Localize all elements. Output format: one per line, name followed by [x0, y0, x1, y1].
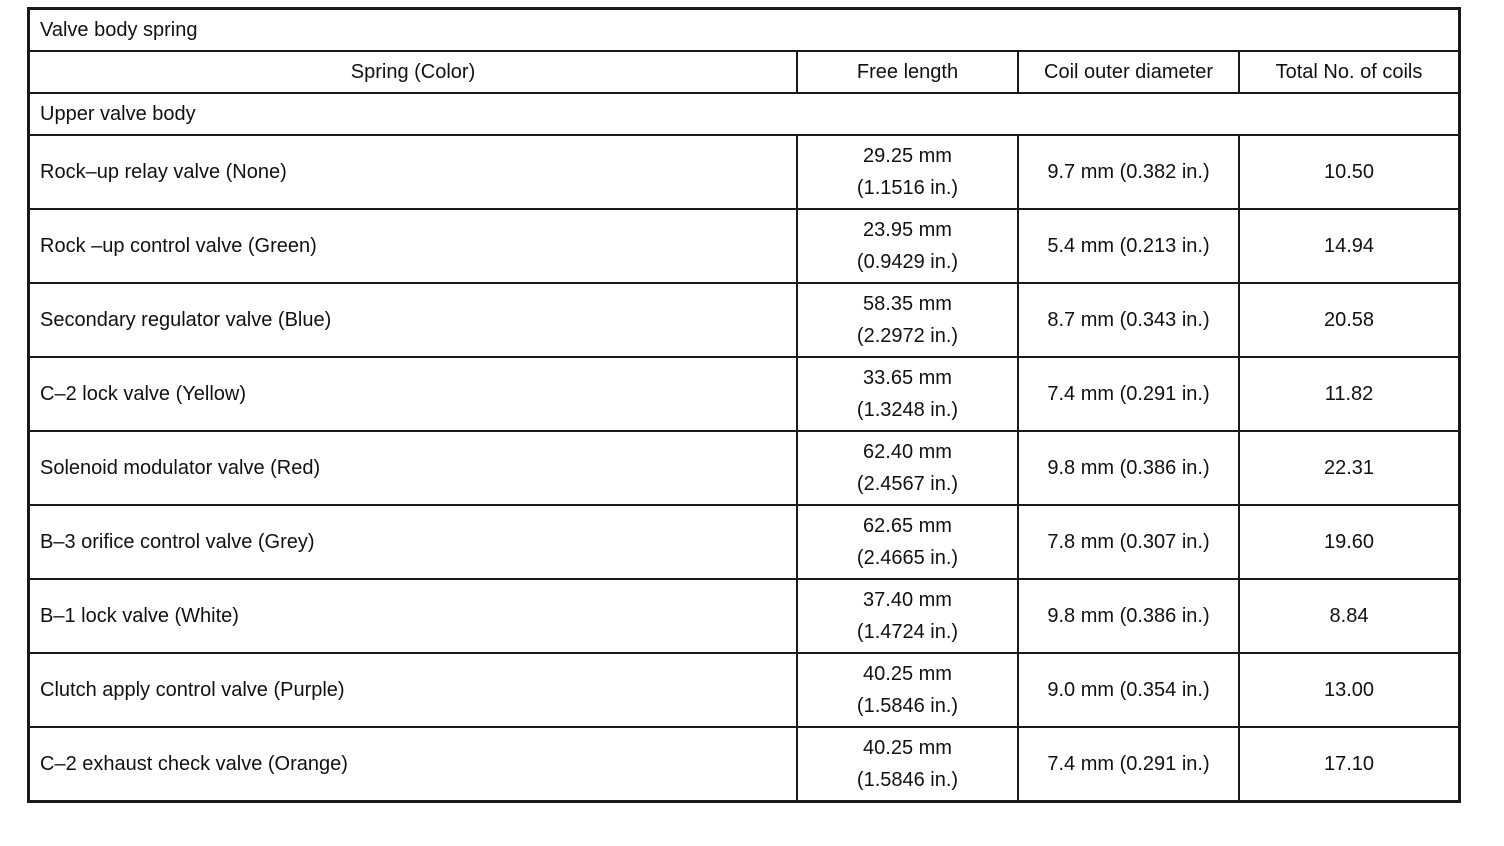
- free-length-in: (2.4665 in.): [856, 547, 959, 569]
- table-row: [30, 505, 1458, 579]
- cell-total-coils: 11.82: [1239, 357, 1458, 431]
- free-length-mm: 62.65 mm: [863, 515, 952, 537]
- cell-spring-color: C–2 lock valve (Yellow): [30, 357, 797, 431]
- free-length-in: (1.5846 in.): [856, 769, 959, 791]
- section-label: Upper valve body: [30, 93, 1458, 135]
- cell-total-coils: 20.58: [1239, 283, 1458, 357]
- cell-spring-color: Solenoid modulator valve (Red): [30, 431, 797, 505]
- free-length-mm: 40.25 mm: [863, 663, 952, 685]
- cell-spring-color: B–1 lock valve (White): [30, 579, 797, 653]
- free-length-in: (1.5846 in.): [856, 695, 959, 717]
- table-row: [30, 579, 1458, 653]
- cell-total-coils: 17.10: [1239, 727, 1458, 800]
- cell-free-length: [797, 209, 1018, 283]
- cell-free-length: [797, 135, 1018, 209]
- cell-total-coils: 14.94: [1239, 209, 1458, 283]
- cell-coil-outer-diameter: 9.0 mm (0.354 in.): [1018, 653, 1239, 727]
- cell-free-length: [797, 357, 1018, 431]
- cell-coil-outer-diameter: 9.8 mm (0.386 in.): [1018, 579, 1239, 653]
- cell-total-coils: 8.84: [1239, 579, 1458, 653]
- cell-spring-color: Rock –up control valve (Green): [30, 209, 797, 283]
- free-length-mm: 40.25 mm: [863, 737, 952, 759]
- cell-spring-color: Secondary regulator valve (Blue): [30, 283, 797, 357]
- cell-spring-color: Clutch apply control valve (Purple): [30, 653, 797, 727]
- free-length-mm: 58.35 mm: [863, 293, 952, 315]
- table-row: [30, 135, 1458, 209]
- cell-coil-outer-diameter: 9.8 mm (0.386 in.): [1018, 431, 1239, 505]
- free-length-mm: 33.65 mm: [863, 367, 952, 389]
- cell-coil-outer-diameter: 8.7 mm (0.343 in.): [1018, 283, 1239, 357]
- cell-coil-outer-diameter: 7.8 mm (0.307 in.): [1018, 505, 1239, 579]
- header-coil-outer-diameter: Coil outer diameter: [1018, 51, 1239, 93]
- free-length-mm: 29.25 mm: [863, 145, 952, 167]
- cell-free-length: [797, 283, 1018, 357]
- section-row: [30, 93, 1458, 135]
- header-spring-color: Spring (Color): [30, 51, 797, 93]
- table-title-row: [30, 10, 1458, 51]
- cell-spring-color: Rock–up relay valve (None): [30, 135, 797, 209]
- table-header-row: [30, 51, 1458, 93]
- cell-free-length: [797, 579, 1018, 653]
- free-length-mm: 62.40 mm: [863, 441, 952, 463]
- table-row: [30, 431, 1458, 505]
- cell-spring-color: C–2 exhaust check valve (Orange): [30, 727, 797, 800]
- valve-body-spring-sheet: [27, 7, 1461, 803]
- table-row: [30, 209, 1458, 283]
- cell-coil-outer-diameter: 7.4 mm (0.291 in.): [1018, 727, 1239, 800]
- table-row: [30, 357, 1458, 431]
- free-length-in: (1.1516 in.): [856, 177, 959, 199]
- cell-free-length: [797, 505, 1018, 579]
- cell-total-coils: 10.50: [1239, 135, 1458, 209]
- free-length-mm: 37.40 mm: [863, 589, 952, 611]
- table-row: [30, 727, 1458, 800]
- cell-spring-color: B–3 orifice control valve (Grey): [30, 505, 797, 579]
- table-row: [30, 283, 1458, 357]
- table-row: [30, 653, 1458, 727]
- free-length-in: (1.3248 in.): [856, 399, 959, 421]
- free-length-in: (1.4724 in.): [856, 621, 959, 643]
- header-free-length: Free length: [797, 51, 1018, 93]
- cell-coil-outer-diameter: 7.4 mm (0.291 in.): [1018, 357, 1239, 431]
- valve-body-spring-table: [30, 10, 1458, 800]
- cell-total-coils: 19.60: [1239, 505, 1458, 579]
- free-length-in: (2.4567 in.): [856, 473, 959, 495]
- free-length-mm: 23.95 mm: [863, 219, 952, 241]
- cell-coil-outer-diameter: 9.7 mm (0.382 in.): [1018, 135, 1239, 209]
- cell-free-length: [797, 431, 1018, 505]
- cell-total-coils: 13.00: [1239, 653, 1458, 727]
- cell-total-coils: 22.31: [1239, 431, 1458, 505]
- free-length-in: (2.2972 in.): [856, 325, 959, 347]
- cell-coil-outer-diameter: 5.4 mm (0.213 in.): [1018, 209, 1239, 283]
- free-length-in: (0.9429 in.): [856, 251, 959, 273]
- header-total-coils: Total No. of coils: [1239, 51, 1458, 93]
- table-title: Valve body spring: [30, 10, 1458, 51]
- cell-free-length: [797, 653, 1018, 727]
- cell-free-length: [797, 727, 1018, 800]
